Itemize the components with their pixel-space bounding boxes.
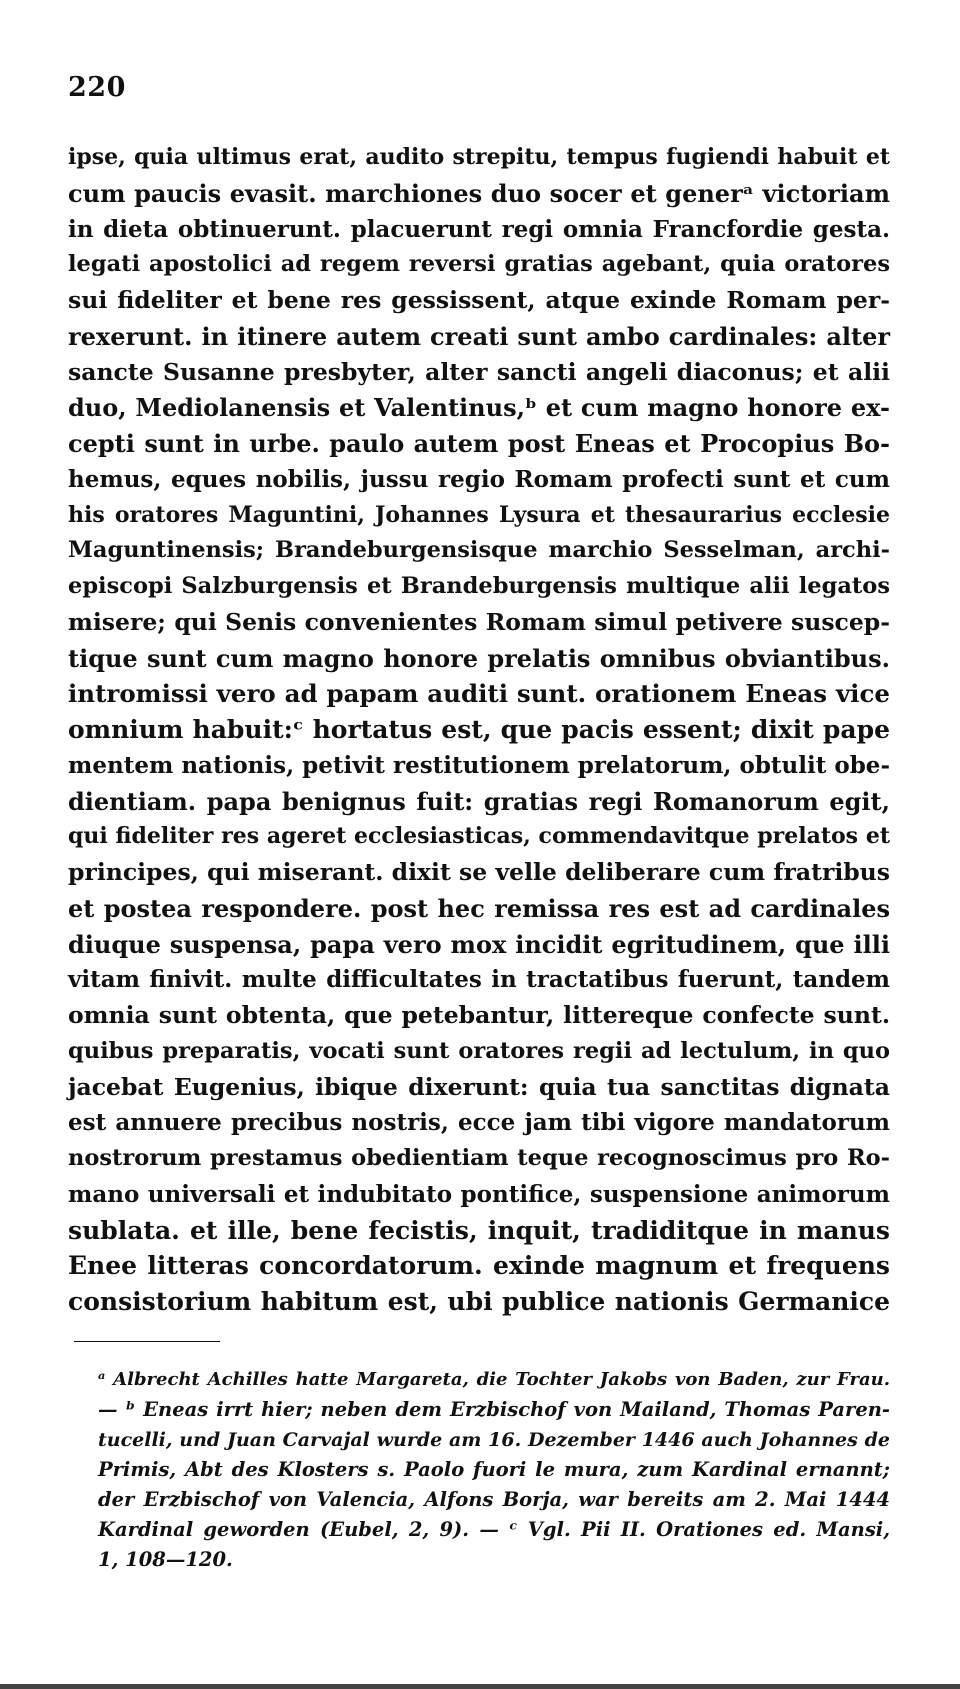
text-line: est annuere precibus nostris, ecce jam tibi vigore mandatorum: [68, 1109, 890, 1137]
text-line: hemus, eques nobilis, jussu regio Romam profecti sunt et cum: [68, 465, 890, 493]
text-line: mano universali et indubitato pontifice, suspensione animorum: [68, 1180, 890, 1208]
footnote-line: Primis, Abt des Klosters s. Paolo fuori le mura, zum Kardinal ernannt;: [98, 1458, 890, 1481]
footnote-line: der Erzbischof von Valencia, Alfons Borja, war bereits am 2. Mai 1444: [98, 1488, 890, 1511]
text-line: quibus preparatis, vocati sunt oratores regii ad lectulum, in quo: [68, 1037, 890, 1064]
main-text: [68, 140, 890, 1320]
text-line: episcopi Salzburgensis et Brandeburgensis multique alii legatos: [68, 573, 890, 599]
text-line: nostrorum prestamus obedientiam teque recognoscimus pro Ro-: [68, 1145, 890, 1171]
text-line: principes, qui miserant. dixit se velle deliberare cum fratribus: [68, 858, 890, 886]
text-line: cum paucis evasit. marchiones duo socer et generᵃ victoriam: [68, 178, 890, 208]
text-line: legati apostolici ad regem reversi gratias agebant, quia oratores: [68, 251, 890, 278]
text-line: et postea respondere. post hec remissa res est ad cardinales: [68, 893, 890, 923]
text-line: qui fideliter res ageret ecclesiasticas, commendavitque prelatos et: [68, 823, 890, 850]
text-line: omnia sunt obtenta, que petebantur, littereque confecte sunt.: [68, 1001, 890, 1029]
scan-bottom-edge: [0, 1684, 960, 1689]
text-line: diuque suspensa, papa vero mox incidit egritudinem, que illi: [68, 929, 890, 959]
text-line: his oratores Maguntini, Johannes Lysura et thesaurarius ecclesie: [68, 501, 890, 528]
text-line: sancte Susanne presbyter, alter sancti angeli diaconus; et alii: [68, 357, 890, 386]
text-line: vitam finivit. multe difficultates in tractatibus fuerunt, tandem: [68, 966, 890, 994]
text-line: misere; qui Senis convenientes Romam simul petivere suscep-: [68, 607, 890, 636]
page-number: 220: [68, 72, 126, 103]
text-line: mentem nationis, petivit restitutionem prelatorum, obtulit obe-: [68, 751, 890, 779]
text-line: sui fideliter et bene res gessissent, atque exinde Romam per-: [68, 286, 890, 314]
text-line: intromissi vero ad papam auditi sunt. orationem Eneas vice: [68, 679, 890, 709]
text-line: Enee litteras concordatorum. exinde magnum et frequens: [68, 1251, 890, 1281]
footnote-divider: [74, 1341, 220, 1342]
text-line: duo, Mediolanensis et Valentinus,ᵇ et cum magno honore ex-: [68, 393, 890, 423]
text-line: in dieta obtinuerunt. placuerunt regi omnia Francfordie gesta.: [68, 215, 890, 243]
text-line: cepti sunt in urbe. paulo autem post Eneas et Procopius Bo-: [68, 429, 890, 458]
footnote-line: ᵃ Albrecht Achilles hatte Margareta, die Tochter Jakobs von Baden, zur Frau.: [98, 1369, 890, 1390]
footnotes: [98, 1365, 890, 1575]
text-line: rexerunt. in itinere autem creati sunt ambo cardinales: alter: [68, 321, 890, 351]
text-line: jacebat Eugenius, ibique dixerunt: quia tua sanctitas dignata: [68, 1072, 890, 1101]
text-line: ipse, quia ultimus erat, audito strepitu, tempus fugiendi habuit et: [68, 144, 890, 170]
text-line: Maguntinensis; Brandeburgensisque marchio Sesselman, archi-: [68, 537, 890, 564]
footnote-line: 1, 108—120.: [98, 1548, 233, 1571]
text-line: consistorium habitum est, ubi publice nationis Germanice: [68, 1287, 890, 1316]
footnote-line: — ᵇ Eneas irrt hier; neben dem Erzbischof von Mailand, Thomas Paren-: [98, 1398, 890, 1421]
text-line: dientiam. papa benignus fuit: gratias regi Romanorum egit,: [68, 786, 890, 816]
footnote-line: tucelli, und Juan Carvajal wurde am 16. Dezember 1446 auch Johannes de: [98, 1429, 890, 1451]
text-line: omnium habuit:ᶜ hortatus est, que pacis essent; dixit pape: [68, 715, 890, 744]
text-line: tique sunt cum magno honore prelatis omnibus obviantibus.: [68, 643, 890, 673]
footnote-line: Kardinal geworden (Eubel, 2, 9). — ᶜ Vgl. Pii II. Orationes ed. Mansi,: [98, 1518, 890, 1541]
text-line: sublata. et ille, bene fecistis, inquit, tradiditque in manus: [68, 1215, 890, 1245]
